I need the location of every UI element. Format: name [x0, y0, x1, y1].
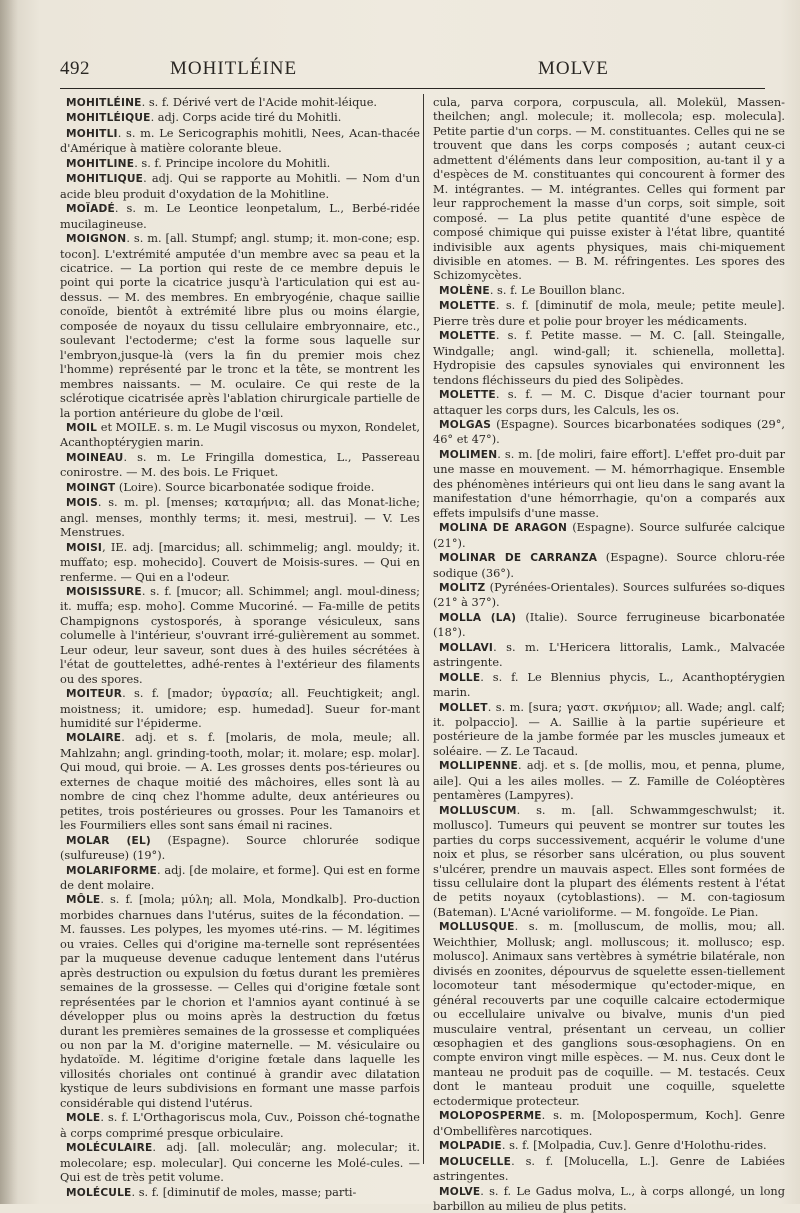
- entry-headword: MOLLIPENNE: [439, 760, 518, 773]
- dictionary-entry: [433, 520, 785, 550]
- entry-definition: . adj. et s. [de mollis, mou, et penna, plume, aile]. Qui a les ailes molles. — Z. Famille de Coléoptères pentamères (Lampyres).: [433, 758, 785, 803]
- page-number: 492: [60, 58, 90, 79]
- dictionary-entry: [433, 803, 785, 920]
- entry-headword: MOLOPOSPERME: [439, 1110, 542, 1123]
- entry-definition: (Loire). Source bicarbonatée sodique froide.: [115, 479, 375, 494]
- entry-definition: . s. f. Dérivé vert de l'Acide mohit-léique.: [141, 95, 378, 109]
- dictionary-entry: [433, 1138, 785, 1153]
- entry-definition: . s. f. Le Blennius phycis, L., Acanthoptérygien marin.: [433, 669, 785, 700]
- entry-headword: MOLÉCULE: [66, 1186, 132, 1199]
- entry-definition: . s. m. [sura; γαστ. σκνήμιον; all. Wade; angl. calf; it. polpaccio]. — A. Saillie à la partie supérieure et postérieure de la jambe formée par les muscles jumeaux et soléaire. — Z. Le Tacaud.: [433, 699, 785, 758]
- entry-headword: MOIL: [66, 421, 98, 434]
- dictionary-entry: [433, 447, 785, 520]
- entry-definition: . s. f. [diminutif de moles, masse; parti-: [131, 1184, 357, 1199]
- dictionary-entry: [433, 550, 785, 580]
- entry-definition: . s. m. [Molopospermum, Koch]. Genre d'Ombellifères narcotiques.: [433, 1108, 785, 1138]
- left-column: [60, 95, 421, 1199]
- entry-definition: . s. f. [Molucella, L.]. Genre de Labiées astringentes.: [433, 1153, 785, 1184]
- entry-headword: MOLINA DE ARAGON: [439, 522, 568, 535]
- entry-definition: (Pyrénées-Orientales). Sources sulfurées so-diques (21° à 37°).: [433, 579, 785, 610]
- right-column: [433, 95, 786, 1213]
- entry-definition: (Espagne). Source chloru-rée sodique (36°).: [433, 550, 786, 580]
- dictionary-entry: [60, 1110, 420, 1140]
- entry-definition: . s. f. [mucor; all. Schimmel; angl. moul-diness; it. muffa; esp. moho]. Comme Mucoriné. — Fa-mille de petits Champignons cystosporés, à sporange vésiculeux, sans columelle à l'intérieur, s'ouvrant irré-gulièrement au sommet. Leur odeur, leur saveur, sont dues à des huiles sécrétées à l'état de gouttelettes, adhé-rentes à l'extérieur des filaments ou des spores.: [60, 583, 420, 686]
- entry-headword: MOLGAS: [439, 418, 492, 431]
- entry-headword: MOLLUSQUE: [439, 921, 515, 934]
- dictionary-entry: [60, 480, 420, 495]
- dictionary-entry: [433, 670, 785, 700]
- entry-headword: MOLUCELLE: [439, 1155, 512, 1168]
- entry-headword: MOLÈNE: [439, 284, 490, 297]
- entry-definition: . adj. Qui se rapporte au Mohitli. — Nom d'un acide bleu produit d'oxydation de la Mohitline.: [60, 171, 420, 201]
- running-head-right: MOLVE: [538, 58, 609, 79]
- entry-definition: . s. m. L'Hericera littoralis, Lamk., Malvacée astringente.: [433, 639, 785, 670]
- entry-headword: MOLLA (LA): [439, 611, 517, 624]
- dictionary-entry: [433, 387, 785, 417]
- dictionary-entry: [433, 758, 785, 802]
- entry-headword: MOHITLÉIQUE: [66, 112, 151, 125]
- entry-headword: MOINGT: [66, 481, 116, 494]
- entry-definition: , IE. adj. [marcidus; all. schimmelig; angl. mouldy; it. muffato; esp. mohecido]. Couvert de Moisis-sures. — Qui en renferme. — Qui en a l'odeur.: [60, 539, 420, 584]
- dictionary-entry: [433, 700, 785, 759]
- entry-definition: . s. m. [de moliri, faire effort]. L'effet pro-duit par une masse en mouvement. — M. hémorrhagique. Ensemble des phénomènes intérieurs qui ont lieu dans le sang avant la manifestation d'une hémorrhagie, qu'on a comparés aux effets impulsifs d'une masse.: [433, 446, 785, 520]
- dictionary-entry: [433, 1184, 785, 1213]
- dictionary-entry: [433, 95, 785, 283]
- page-header: [60, 52, 780, 82]
- column-divider: [423, 94, 424, 1164]
- entry-definition: . adj. [de molaire, et forme]. Qui est en forme de dent molaire.: [60, 862, 420, 893]
- dictionary-entry: [60, 540, 420, 584]
- dictionary-entry: [60, 1140, 420, 1184]
- dictionary-entry: [60, 201, 420, 231]
- entry-definition: . s. m. [all. Stumpf; angl. stump; it. mon-cone; esp. tocon]. L'extrémité amputée d'un membre avec sa peau et la cicatrice. — La portion qui reste de ce membre depuis le point qui porte la cicatrice jusqu'à l'articulation qui est au-dessus. — M. des membres. En embryogénie, chaque saillie conoïde, bientôt à extrémité libre plus ou moins élargie, composée de noyaux du tissu cellulaire embryonnaire, etc., soulevant l'ectoderme; c'est la forme sous laquelle sur l'embryon,jusque-là (vers la fin du premier mois chez l'homme) représenté par le tronc et la tête, se montrent les membres naissants. — M. oculaire. Ce qui reste de la sclérotique cicatrisée après l'ablation chirurgicale partielle de la portion antérieure du globe de l'œil.: [60, 231, 420, 420]
- entry-definition: . s. m. [all. Schwammgeschwulst; it. mollusco]. Tumeurs qui peuvent se montrer sur toutes les parties du corps successivement, acquérir le volume d'une noix et plus, se résorber sans ulcération, ou plus souvent s'ulcérer, prendre un mauvais aspect. Elles sont formées de tissu cellulaire dont la plupart des éléments restent à l'état de petits noyaux (cytoblastions). — M. con-tagiosum (Bateman). L'Acné varioliforme. — M. fongoïde. Le Pian.: [433, 802, 785, 919]
- entry-definition: . s. f. Principe incolore du Mohitli.: [134, 155, 331, 170]
- dictionary-entry: [60, 231, 420, 420]
- entry-headword: MOLETTE: [439, 389, 496, 402]
- entry-definition: . s. m. Le Fringilla domestica, L., Passereau conirostre. — M. des bois. Le Friquet.: [60, 449, 420, 480]
- dictionary-entry: [433, 283, 785, 298]
- dictionary-entry: [60, 892, 420, 1110]
- entry-headword: MOHITLIQUE: [66, 173, 144, 186]
- entry-definition: . s. f. Petite masse. — M. C. [all. Steingalle, Windgalle; angl. wind-gall; it. schienella, molletta]. Hydropisie des capsules synoviales qui environnent les tendons fléchisseurs du pied des Solipèdes.: [433, 328, 785, 387]
- entry-definition: . s. m. [molluscum, de mollis, mou; all. Weichthier, Mollusk; angl. molluscous; it. mollusco; esp. molusco]. Animaux sans vertèbres à symétrie bilatérale, non divisés en zoonites, dépourvus de squelette essen-tiellement locomoteur tant mésodermique qu'ectoder-mique, en général recouverts par une coquille calcaire ectodermique ou eccellulaire univalve ou bivalve, munis d'un pied musculaire ventral, présentant un cerveau, un collier œsophagien et des ganglions sous-œsophagiens. On en compte environ vingt mille espèces. — M. nus. Ceux dont le manteau ne produit pas de coquille. — M. testacés. Ceux dont le manteau produit une coquille, squelette ectodermique protecteur.: [433, 919, 785, 1108]
- dictionary-entry: [60, 110, 420, 125]
- entry-definition: . s. f. L'Orthagoriscus mola, Cuv., Poisson ché-tognathe à corps comprimé presque orbiculaire.: [60, 1110, 420, 1140]
- dictionary-entry: [60, 420, 420, 450]
- entry-headword: MOLARIFORME: [66, 864, 157, 877]
- entry-definition: . s. f. [mola; μύλη; all. Mola, Mondkalb]. Pro-duction morbides charnues dans l'utérus, suites de la fécondation. — M. fausses. Les polypes, les myomes uté-rins. — M. légitimes ou vraies. Celles qui d'origine ma-ternelle sont représentées par la muqueuse devenue caduque lentement dans l'utérus après destruction ou expulsion du fœtus durant les premières semaines de la grossesse. — Celles qui d'origine fœtale sont représentées par le chorion et l'amnios ayant continué à se développer plus ou moins après la destruction du fœtus durant les premières semaines de la grossesse et compliquées ou non par la M. d'origine maternelle. — M. vésiculaire ou hydatoïde. M. légitime d'origine fœtale dans laquelle les villosités choriales ont continué à grandir avec dilatation kystique de leurs subdivisions en formant une masse parfois considérable qui distend l'utérus.: [60, 892, 420, 1110]
- entry-definition: (Espagne). Sources bicarbonatées sodiques (29°, 46° et 47°).: [433, 416, 785, 447]
- dictionary-entry: [433, 919, 785, 1108]
- entry-headword: MOLÉCULAIRE: [66, 1142, 153, 1155]
- entry-definition: . adj. et s. f. [molaris, de mola, meule; all. Mahlzahn; angl. grinding-tooth, molar; it. molare; esp. molar]. Qui moud, qui broie. — A. Les grosses dents pos-térieures ou externes de chaque moitié des mâchoires, elles sont là au nombre de cinq chez l'homme adulte, deux antérieures ou petites, trois postérieures ou grosses. Pour les Tamanoirs et les Fourmiliers elles sont sans émail ni racines.: [60, 730, 420, 833]
- dictionary-entry: [433, 1154, 785, 1184]
- dictionary-entry: [60, 171, 420, 201]
- entry-definition: . adj. Corps acide tiré du Mohitli.: [150, 110, 342, 125]
- entry-headword: MOLPADIE: [439, 1140, 502, 1153]
- entry-headword: MOLE: [66, 1112, 101, 1125]
- entry-definition: . s. f. Le Bouillon blanc.: [489, 282, 625, 297]
- running-head-left: MOHITLÉINE: [170, 58, 298, 79]
- entry-headword: MOLLE: [439, 671, 481, 684]
- dictionary-entry: [60, 126, 420, 156]
- entry-headword: MOLLUSCUM: [439, 804, 517, 817]
- dictionary-entry: [60, 730, 420, 832]
- entry-headword: MOLINAR DE CARRANZA: [439, 552, 598, 565]
- entry-definition: . s. f. Le Gadus molva, L., à corps allongé, un long barbillon au milieu de plus petits.: [433, 1183, 785, 1213]
- dictionary-entry: [60, 863, 420, 893]
- entry-headword: MOISISSURE: [66, 585, 142, 598]
- entry-definition: (Italie). Source ferrugineuse bicarbonatée (18°).: [433, 609, 785, 640]
- dictionary-entry: [433, 640, 785, 670]
- dictionary-entry: [60, 584, 420, 686]
- entry-definition: . s. m. pl. [menses; καταμήνια; all. das Monat-liche; angl. menses, monthly terms; it. mesi, mestrui]. — V. Les Menstrues.: [60, 495, 420, 540]
- entry-definition: cula, parva corpora, corpuscula, all. Molekül, Massen-theilchen; angl. molecule; it. mollecola; esp. molecula]. Petite partie d'un corps. — M. constituantes. Celles qui ne se trouvent que dans les corps composés ; autant ceux-ci admettent d'éléments dans leur composition, au-tant il y a d'espèces de M. constituantes qui concourent à former des M. intégrantes. — M. intégrantes. Celles qui forment par leur rapprochement la masse d'un corps, soit simple, soit composé. — La plus petite quantité d'une espèce de composé chimique qui puisse exister à l'état libre, quantité indivisible aux agents physiques, mais chi-miquement divisible en atomes. — B. M. réfringentes. Les spores des Schizomycètes.: [433, 95, 785, 283]
- page-binding-shadow: [0, 0, 18, 1204]
- entry-headword: MOLLET: [439, 701, 488, 714]
- entry-definition: . s. m. Le Leontice leonpetalum, L., Berbé-ridée mucilagineuse.: [60, 201, 420, 231]
- entry-headword: MOLAIRE: [66, 732, 122, 745]
- entry-headword: MOLLAVI: [439, 641, 494, 654]
- entry-definition: . s. f. — M. C. Disque d'acier tournant pour attaquer les corps durs, les Calculs, les os.: [433, 387, 785, 417]
- entry-headword: MOITEUR: [66, 688, 123, 701]
- entry-definition: (Espagne). Source sulfurée calcique (21°).: [433, 520, 785, 550]
- entry-headword: MOLETTE: [439, 330, 496, 343]
- dictionary-entry: [60, 450, 420, 480]
- dictionary-entry: [433, 1108, 785, 1138]
- entry-definition: . s. f. [Molpadia, Cuv.]. Genre d'Holothu-rides.: [501, 1138, 767, 1153]
- entry-headword: MOHITLINE: [66, 157, 135, 170]
- entry-headword: MOIS: [66, 497, 98, 510]
- entry-headword: MOLETTE: [439, 300, 496, 313]
- entry-headword: MOISI: [66, 541, 103, 554]
- dictionary-entry: [60, 1185, 420, 1200]
- dictionary-entry: [60, 833, 420, 863]
- entry-definition: . s. f. [diminutif de mola, meule; petite meule]. Pierre très dure et polie pour broyer les médicaments.: [433, 298, 785, 328]
- entry-definition: . s. f. [mador; ὑγρασία; all. Feuchtigkeit; angl. moistness; it. umidore; esp. humedad]. Sueur for-mant humidité sur l'épiderme.: [60, 686, 420, 731]
- entry-headword: MOHITLÉINE: [66, 97, 142, 109]
- entry-definition: et MOILE. s. m. Le Mugil viscosus ou myxon, Rondelet, Acanthoptérygien marin.: [60, 419, 420, 450]
- entry-definition: (Espagne). Source chlorurée sodique (sulfureuse) (19°).: [60, 832, 421, 863]
- dictionary-entry: [60, 95, 420, 110]
- entry-headword: MOLAR (EL): [66, 834, 151, 847]
- entry-headword: MOÏADÉ: [66, 203, 115, 216]
- dictionary-entry: [433, 580, 785, 610]
- entry-headword: MOIGNON: [66, 233, 127, 246]
- entry-definition: . s. m. Le Sericographis mohitli, Nees, Acan-thacée d'Amérique à matière colorante bleue.: [60, 125, 420, 156]
- entry-headword: MOLIMEN: [439, 448, 498, 461]
- header-rule: [60, 88, 765, 89]
- dictionary-entry: [60, 495, 420, 539]
- entry-headword: MÔLE: [66, 894, 101, 907]
- entry-headword: MOLVE: [439, 1185, 481, 1198]
- entry-headword: MOHITLI: [66, 127, 118, 140]
- dictionary-entry: [433, 298, 785, 328]
- entry-headword: MOINEAU: [66, 451, 124, 464]
- entry-headword: MOLITZ: [439, 581, 486, 594]
- entry-definition: . adj. [all. moleculär; ang. molecular; it. molecolare; esp. molecular]. Qui concerne les Molé-cules. — Qui est de très petit volume.: [60, 1140, 420, 1185]
- dictionary-entry: [433, 417, 785, 447]
- dictionary-entry: [433, 328, 785, 387]
- dictionary-entry: [60, 156, 420, 171]
- dictionary-entry: [433, 610, 785, 640]
- dictionary-entry: [60, 686, 420, 730]
